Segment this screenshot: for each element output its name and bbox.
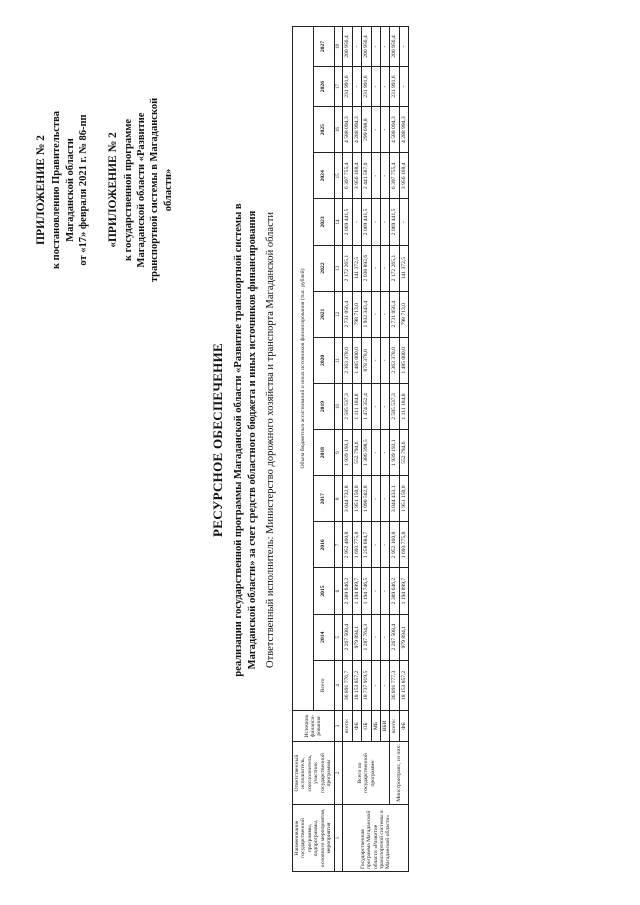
value-cell: 4 588 094,3 (343, 107, 352, 153)
value-cell: 1 939 193,1 (343, 430, 352, 476)
value-cell: 2 952 460,8 (343, 522, 352, 568)
column-number: 2 (334, 742, 343, 805)
value-cell: 200 956,4 (362, 27, 371, 67)
value-cell: 2 172 265,1 (390, 245, 399, 291)
value-cell: 1 485 000,0 (399, 337, 408, 383)
value-cell: 979 894,1 (399, 614, 408, 660)
value-cell: - (371, 430, 380, 476)
value-cell: 231 991,6 (390, 67, 399, 107)
rotated-page (20, 20, 640, 880)
value-cell: 1 194 899,7 (399, 568, 408, 614)
value-cell: - (399, 199, 408, 245)
value-cell: 231 991,6 (362, 67, 371, 107)
value-cell: - (371, 337, 380, 383)
appendix-line: от «17» февраля 2021 г. № 86-пп (77, 114, 89, 266)
value-cell: - (371, 153, 380, 199)
value-cell: 1 194 899,7 (352, 568, 361, 614)
value-cell: 798 713,0 (399, 291, 408, 337)
source-cell: ФБ (399, 711, 408, 742)
header-source: Источник финанси-рования (293, 711, 335, 742)
value-cell: 18 737 919,5 (362, 660, 371, 710)
header-year: 2024 (313, 153, 334, 199)
value-cell: - (380, 476, 389, 522)
value-cell: 1 951 150,0 (399, 476, 408, 522)
value-cell: - (352, 27, 361, 67)
appendix-line: транспортной системы в Магаданской (149, 97, 161, 283)
value-cell: 2 389 646,2 (343, 568, 352, 614)
value-cell: 141 372,5 (352, 245, 361, 291)
program-name: Государственная программа Магаданской области «Развитие транспортной системы в Магаданской области» (343, 805, 409, 872)
value-cell: 4 288 994,3 (352, 107, 361, 153)
value-cell: - (371, 199, 380, 245)
header-year: 2021 (313, 291, 334, 337)
value-cell: - (380, 107, 389, 153)
value-cell: - (399, 27, 408, 67)
value-cell: - (380, 522, 389, 568)
value-cell: 200 956,4 (390, 27, 399, 67)
table-row (390, 27, 399, 872)
header-year: 2017 (313, 476, 334, 522)
source-cell: ФБ (352, 711, 361, 742)
value-cell: 1 258 684,7 (362, 522, 371, 568)
value-cell: 798 713,0 (352, 291, 361, 337)
resource-table (292, 26, 409, 872)
value-cell: 18 153 857,2 (399, 660, 408, 710)
value-cell: - (371, 476, 380, 522)
column-number: 8 (334, 476, 343, 522)
value-cell: 1 939 193,1 (390, 430, 399, 476)
value-cell: - (380, 27, 389, 67)
value-cell: - (380, 430, 389, 476)
column-number: 13 (334, 245, 343, 291)
value-cell: 2 069 441,5 (362, 199, 371, 245)
column-number: 7 (334, 522, 343, 568)
value-cell: - (371, 245, 380, 291)
header-year: 2026 (313, 67, 334, 107)
column-number: 9 (334, 430, 343, 476)
header-year: 2025 (313, 107, 334, 153)
header-responsible: Ответственный исполнитель, соисполнитель, участник государственной программы (293, 742, 335, 805)
value-cell: - (371, 107, 380, 153)
value-cell: 2 172 265,1 (343, 245, 352, 291)
page-subtitle (232, 60, 259, 820)
value-cell: - (380, 614, 389, 660)
value-cell: - (371, 660, 380, 710)
value-cell: 1 485 000,0 (352, 337, 361, 383)
header-year: 2018 (313, 430, 334, 476)
appendix-line: к государственной программе (123, 118, 135, 262)
value-cell: - (352, 67, 361, 107)
value-cell: 2 363 378,0 (390, 337, 399, 383)
page-title: РЕСУРСНОЕ ОБЕСПЕЧЕНИЕ (210, 343, 225, 537)
value-cell: - (399, 67, 408, 107)
column-number: 11 (334, 337, 343, 383)
column-number: 18 (334, 27, 343, 67)
value-cell: 2 030 892,6 (362, 245, 371, 291)
appendix-line: Магаданской области (64, 138, 76, 242)
value-cell: 878 378,0 (362, 337, 371, 383)
value-cell: - (371, 27, 380, 67)
value-cell: 552 794,6 (352, 430, 361, 476)
value-cell: 6 397 755,4 (390, 153, 399, 199)
source-cell: всего: (343, 711, 352, 742)
column-number: 15 (334, 153, 343, 199)
header-total: Всего (313, 660, 334, 710)
header-volume: Объем бюджетных ассигнований и иных источников финансирования (тыс. рублей) (293, 27, 314, 711)
source-cell: ОБ (362, 711, 371, 742)
value-cell: 299 698,8 (362, 107, 371, 153)
value-cell: 3 956 168,4 (352, 153, 361, 199)
column-number: 12 (334, 291, 343, 337)
value-cell: 2 389 646,2 (390, 568, 399, 614)
header-name: Наименование государственной программы, подпрограммы, основного мероприятия, мероприятия (293, 805, 335, 872)
value-cell: 2 267 508,4 (343, 614, 352, 660)
source-cell: всего: (390, 711, 399, 742)
responsible-executor: Ответственный исполнитель: Министерство дорожного хозяйства и транспорта Магаданской области (265, 212, 277, 668)
column-number: 10 (334, 383, 343, 429)
group-total-label: Всего по государственной программе: (343, 742, 390, 805)
value-cell: - (371, 383, 380, 429)
value-cell: - (371, 291, 380, 337)
value-cell: - (380, 383, 389, 429)
appendix-line: Магаданской области «Развитие (136, 112, 148, 268)
value-cell: 3 044 732,8 (343, 476, 352, 522)
value-cell: 1 287 764,3 (362, 614, 371, 660)
value-cell: 2 441 587,0 (362, 153, 371, 199)
value-cell: - (380, 153, 389, 199)
value-cell: 1 386 398,5 (362, 430, 371, 476)
value-cell: - (380, 199, 389, 245)
value-cell: - (380, 291, 389, 337)
column-number: 5 (334, 614, 343, 660)
value-cell: 4 288 994,3 (399, 107, 408, 153)
value-cell: 231 991,6 (343, 67, 352, 107)
header-year: 2015 (313, 568, 334, 614)
value-cell: - (371, 568, 380, 614)
column-number: 16 (334, 107, 343, 153)
value-cell: - (371, 67, 380, 107)
value-cell: 1 090 582,8 (362, 476, 371, 522)
value-cell: 1 474 352,4 (362, 383, 371, 429)
value-cell: 1 111 184,8 (352, 383, 361, 429)
value-cell: - (371, 614, 380, 660)
value-cell: 3 956 168,4 (399, 153, 408, 199)
value-cell: - (380, 337, 389, 383)
value-cell: 2 363 378,0 (343, 337, 352, 383)
column-number: 3 (334, 711, 343, 742)
subtitle-line-1: реализации государственной программы Магаданской области «Развитие транспортной системы в (233, 203, 244, 677)
column-number: 14 (334, 199, 343, 245)
value-cell: 1 932 343,4 (362, 291, 371, 337)
value-cell: 1 693 775,8 (399, 522, 408, 568)
value-cell: - (371, 522, 380, 568)
value-cell: 1 951 150,0 (352, 476, 361, 522)
value-cell: 1 194 746,5 (362, 568, 371, 614)
group-ministry-label: Минстроитранс, из них: (390, 742, 409, 805)
header-year: 2014 (313, 614, 334, 660)
subtitle-line-2: Магаданской области» за счет средств областного бюджета и иных источников финансирования (246, 210, 258, 670)
value-cell: - (380, 660, 389, 710)
value-cell: 2 731 056,4 (343, 291, 352, 337)
table-row (343, 27, 352, 872)
value-cell: 3 044 433,1 (390, 476, 399, 522)
value-cell: 200 956,4 (343, 27, 352, 67)
value-cell: 2 585 537,3 (343, 383, 352, 429)
value-cell: 2 267 508,4 (390, 614, 399, 660)
document-heading (210, 60, 276, 820)
header-year: 2019 (313, 383, 334, 429)
column-number: 6 (334, 568, 343, 614)
value-cell: 36 891 777,3 (390, 660, 399, 710)
value-cell: 2 952 160,8 (390, 522, 399, 568)
source-cell: ВБИ (380, 711, 389, 742)
header-year: 2016 (313, 522, 334, 568)
appendix-line: области» (162, 168, 174, 212)
value-cell: 2 585 537,3 (390, 383, 399, 429)
value-cell: 552 794,6 (399, 430, 408, 476)
value-cell: 979 894,1 (352, 614, 361, 660)
column-number: 4 (334, 660, 343, 710)
value-cell: 2 069 441,5 (343, 199, 352, 245)
value-cell: 2 069 441,5 (390, 199, 399, 245)
appendix-title-2: «ПРИЛОЖЕНИЕ № 2 (106, 132, 119, 248)
value-cell: 141 372,5 (399, 245, 408, 291)
appendix-line: к постановлению Правительства (51, 110, 63, 270)
value-cell: - (380, 568, 389, 614)
value-cell: 18 153 857,2 (352, 660, 361, 710)
value-cell: 6 397 755,4 (343, 153, 352, 199)
column-number: 1 (334, 805, 343, 872)
header-year: 2020 (313, 337, 334, 383)
header-year: 2022 (313, 245, 334, 291)
value-cell: - (352, 199, 361, 245)
value-cell: 36 891 776,7 (343, 660, 352, 710)
value-cell: 4 588 094,3 (390, 107, 399, 153)
header-year: 2023 (313, 199, 334, 245)
value-cell: 1 693 775,8 (352, 522, 361, 568)
value-cell: 1 111 184,8 (399, 383, 408, 429)
header-year: 2027 (313, 27, 334, 67)
appendix-header (34, 40, 175, 340)
value-cell: - (380, 67, 389, 107)
value-cell: - (380, 245, 389, 291)
column-number: 17 (334, 67, 343, 107)
appendix-title: ПРИЛОЖЕНИЕ № 2 (35, 135, 47, 245)
value-cell: 2 731 056,4 (390, 291, 399, 337)
source-cell: МБ (371, 711, 380, 742)
